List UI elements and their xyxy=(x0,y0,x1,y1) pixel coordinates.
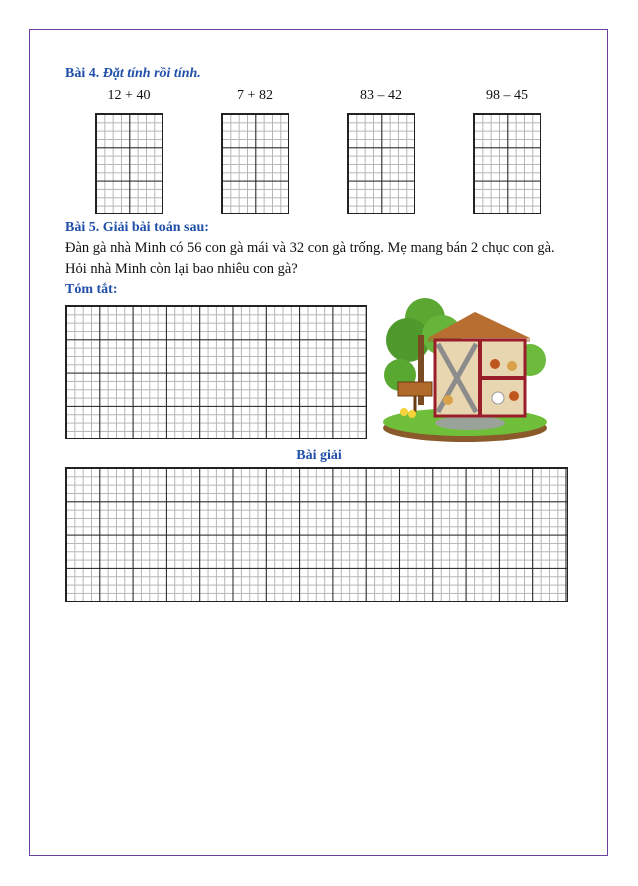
solution-grid[interactable] xyxy=(65,467,568,602)
exercise-4-heading xyxy=(65,66,201,82)
problem-1: 12 + 40 xyxy=(107,88,151,103)
chicken-coop-illustration xyxy=(380,290,550,450)
exercise-4-number: Bài 4. xyxy=(65,66,100,81)
answer-grid-4[interactable] xyxy=(473,113,541,214)
summary-grid[interactable] xyxy=(65,305,367,439)
problem-text-line-1: Đàn gà nhà Minh có 56 con gà mái và 32 con gà trống. Mẹ mang bán 2 chục con gà. xyxy=(65,240,555,256)
problem-3: 83 – 42 xyxy=(360,88,402,103)
problem-text-line-2: Hỏi nhà Minh còn lại bao nhiêu con gà? xyxy=(65,261,298,277)
answer-grid-3[interactable] xyxy=(347,113,415,214)
solution-label: Bài giải xyxy=(296,448,342,463)
problem-4: 98 – 45 xyxy=(486,88,528,103)
problem-2: 7 + 82 xyxy=(237,88,273,103)
summary-label: Tóm tắt: xyxy=(65,282,118,297)
answer-grid-1[interactable] xyxy=(95,113,163,214)
answer-grid-2[interactable] xyxy=(221,113,289,214)
exercise-5-heading: Bài 5. Giải bài toán sau: xyxy=(65,220,209,235)
exercise-4-instruction: Đặt tính rồi tính. xyxy=(102,66,201,81)
